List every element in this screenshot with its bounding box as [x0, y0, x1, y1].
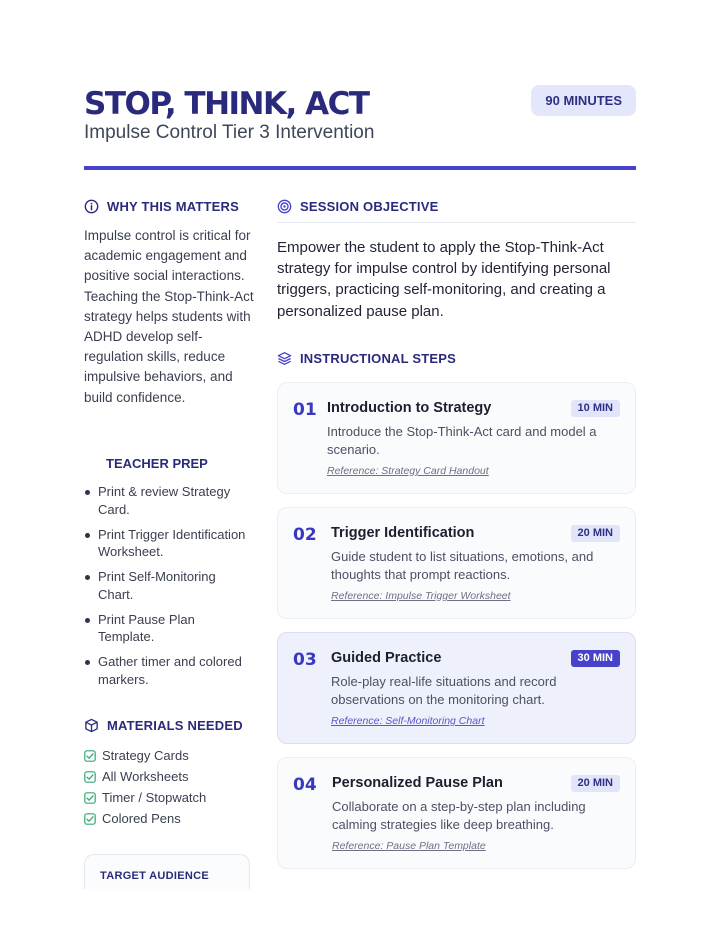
- step-number: 04: [293, 775, 317, 795]
- why-text: Impulse control is critical for academic engagement and positive social interactions. Teaching the Stop-Think-Act strategy helps students with ADHD develop self-regulation skills, reduce impulsive behaviors, and build confidence.: [84, 228, 254, 405]
- material-label: Strategy Cards: [102, 748, 189, 763]
- check-square-icon: [84, 813, 96, 825]
- check-square-icon: [84, 750, 96, 762]
- why-heading-label: WHY THIS MATTERS: [107, 199, 239, 214]
- step-title: Trigger Identification: [331, 525, 475, 541]
- step-number: 02: [293, 525, 317, 545]
- step-description: Guide student to list situations, emotions, and thoughts that prompt reactions.: [331, 549, 594, 582]
- list-item: Print Self-Monitoring Chart.: [84, 568, 254, 603]
- list-item: [84, 808, 206, 829]
- step-time-badge: 10 MIN: [571, 400, 620, 417]
- check-square-icon: [84, 771, 96, 783]
- objective-heading-label: SESSION OBJECTIVE: [300, 199, 439, 214]
- audience-heading: TARGET AUDIENCE: [100, 870, 209, 882]
- duration-badge: 90 MINUTES: [531, 85, 636, 116]
- step-number: 03: [293, 650, 317, 670]
- page-bottom-cutoff: [0, 889, 720, 932]
- page-title: STOP, THINK, ACT: [84, 86, 369, 122]
- step-card: [277, 382, 636, 494]
- material-label: Colored Pens: [102, 811, 181, 826]
- materials-heading: [84, 718, 243, 733]
- list-item: Print Trigger Identification Worksheet.: [84, 526, 254, 561]
- prep-list: [84, 483, 254, 696]
- box-icon: [84, 718, 99, 733]
- step-card: [277, 507, 636, 619]
- steps-heading: [277, 351, 456, 366]
- list-item: Gather timer and colored markers.: [84, 653, 254, 688]
- step-description: Introduce the Stop-Think-Act card and model a scenario.: [327, 424, 597, 457]
- list-item: [84, 787, 206, 808]
- info-icon: [84, 199, 99, 214]
- target-icon: [277, 199, 292, 214]
- step-time-badge: 20 MIN: [571, 525, 620, 542]
- page-subtitle: Impulse Control Tier 3 Intervention: [84, 122, 375, 143]
- step-title: Personalized Pause Plan: [332, 775, 503, 791]
- material-label: All Worksheets: [102, 769, 189, 784]
- prep-heading: TEACHER PREP: [106, 456, 208, 471]
- list-item: Print & review Strategy Card.: [84, 483, 254, 518]
- step-time-badge: 20 MIN: [571, 775, 620, 792]
- list-item: [84, 745, 206, 766]
- check-square-icon: [84, 792, 96, 804]
- objective-text: Empower the student to apply the Stop-Think-Act strategy for impulse control by identifying personal triggers, practicing self-monitoring, and creating a personalized pause plan.: [277, 239, 611, 320]
- why-heading: [84, 199, 239, 214]
- material-label: Timer / Stopwatch: [102, 790, 207, 805]
- step-reference-link[interactable]: Reference: Pause Plan Template: [332, 840, 486, 852]
- objective-divider: [277, 222, 636, 223]
- step-reference-link[interactable]: Reference: Strategy Card Handout: [327, 465, 489, 477]
- step-reference-link[interactable]: Reference: Impulse Trigger Worksheet: [331, 590, 511, 602]
- step-title: Introduction to Strategy: [327, 400, 492, 416]
- step-card-active: [277, 632, 636, 744]
- header-divider: [84, 166, 636, 170]
- step-card: [277, 757, 636, 869]
- objective-heading: [277, 199, 439, 214]
- steps-heading-label: INSTRUCTIONAL STEPS: [300, 351, 456, 366]
- step-title: Guided Practice: [331, 650, 442, 666]
- step-description: Collaborate on a step-by-step plan including calming strategies like deep breathing.: [332, 799, 586, 832]
- step-number: 01: [293, 400, 317, 420]
- layers-icon: [277, 351, 292, 366]
- materials-list: [84, 745, 206, 829]
- step-description: Role-play real-life situations and record observations on the monitoring chart.: [331, 674, 557, 707]
- list-item: [84, 766, 206, 787]
- step-reference-link[interactable]: Reference: Self-Monitoring Chart: [331, 715, 485, 727]
- page-header: [84, 84, 636, 170]
- step-time-badge: 30 MIN: [571, 650, 620, 667]
- materials-heading-label: MATERIALS NEEDED: [107, 718, 243, 733]
- list-item: Print Pause Plan Template.: [84, 611, 254, 646]
